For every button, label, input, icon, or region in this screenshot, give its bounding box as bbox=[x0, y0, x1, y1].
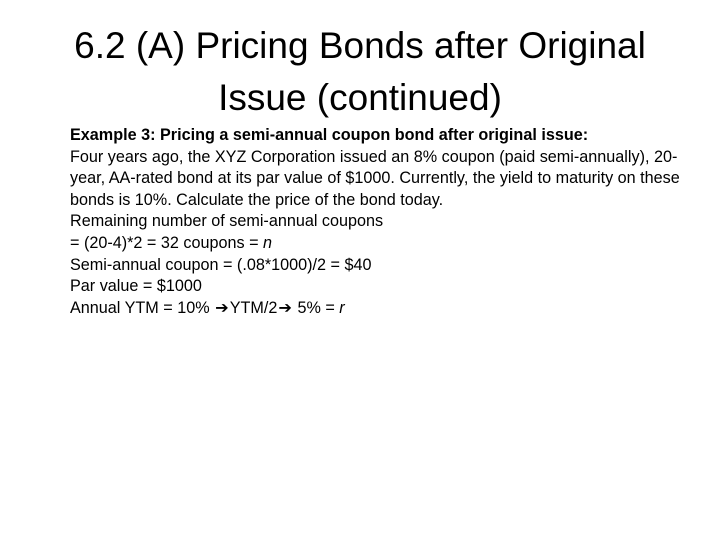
par-value-line: Par value = $1000 bbox=[70, 277, 202, 296]
slide-body bbox=[70, 125, 690, 319]
variable-n: n bbox=[263, 233, 273, 252]
semi-annual-coupon-line: Semi-annual coupon = (.08*1000)/2 = $40 bbox=[70, 255, 372, 274]
problem-statement: Four years ago, the XYZ Corporation issued an 8% coupon (paid semi-annually), 20-year, AA-rated bond at its par value of $1000. Currently, the yield to maturity on these bonds is 10%. Calculate the price of the bond today. bbox=[70, 147, 680, 209]
annual-ytm-text: Annual YTM = 10% bbox=[70, 298, 215, 317]
ytm-line bbox=[70, 298, 690, 320]
rate-text: 5% = bbox=[292, 298, 340, 317]
right-arrow-icon: ➔ bbox=[278, 298, 292, 317]
variable-r: r bbox=[339, 298, 345, 317]
remaining-coupons-expression: = (20-4)*2 = 32 coupons = bbox=[70, 233, 264, 252]
remaining-coupons-calc bbox=[70, 233, 690, 255]
ytm-half-text: YTM/2 bbox=[229, 298, 278, 317]
example-heading: Example 3: Pricing a semi-annual coupon bond after original issue: bbox=[70, 126, 589, 144]
right-arrow-icon: ➔ bbox=[215, 298, 229, 317]
title-line-2: Issue (continued) bbox=[218, 77, 502, 118]
remaining-coupons-label: Remaining number of semi-annual coupons bbox=[70, 212, 384, 231]
title-line-1: 6.2 (A) Pricing Bonds after Original bbox=[74, 25, 646, 66]
slide-title bbox=[20, 20, 700, 124]
